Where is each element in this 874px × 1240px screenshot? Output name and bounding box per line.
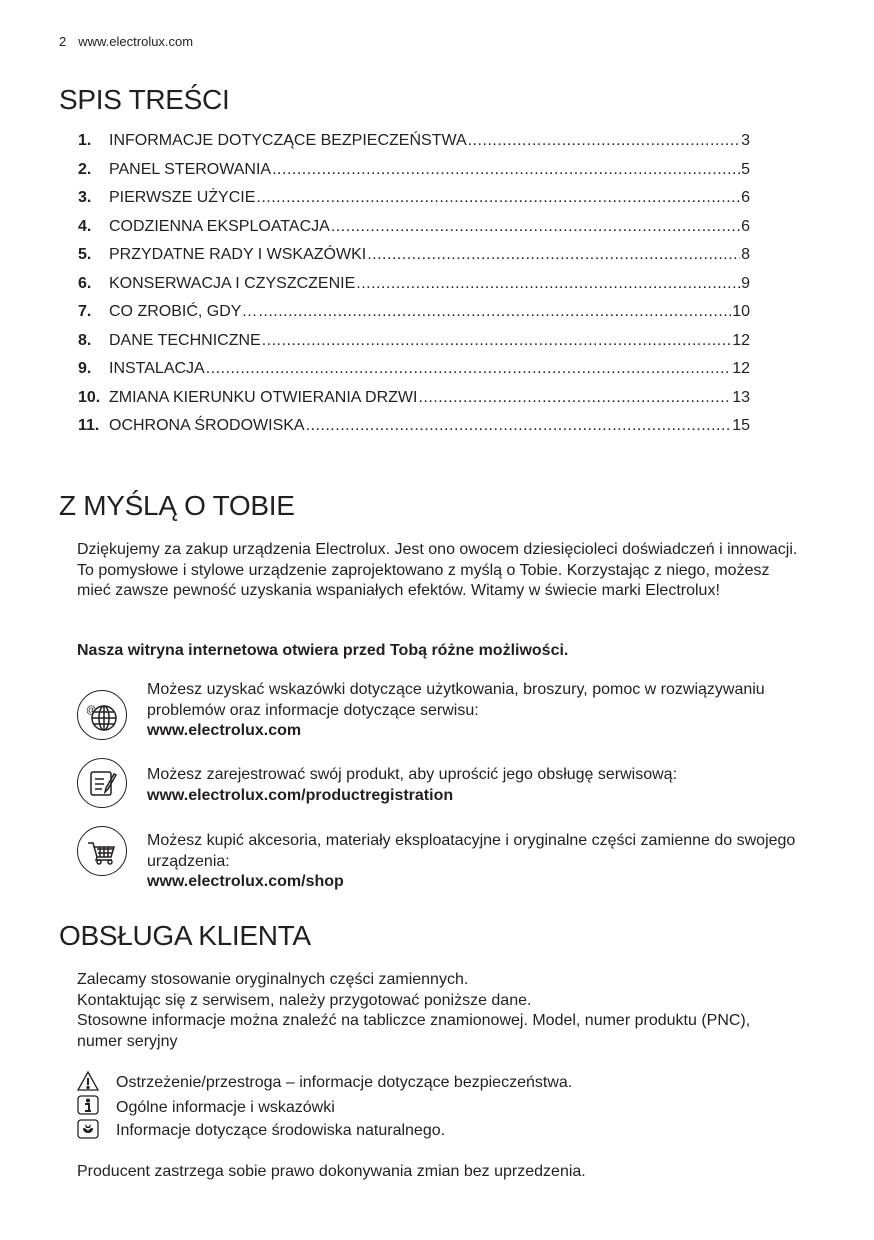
toc-number: 11. [78, 417, 100, 434]
toc-label: CODZIENNA EKSPLOATACJA [109, 217, 330, 235]
toc-page: 15 [732, 417, 750, 434]
service-info: Zalecamy stosowanie oryginalnych części zamiennych. Kontaktując się z serwisem, należy przygotować poniższe dane. Stosowne informacje można znaleźć na tabliczce znamionowej. Model, numer produktu (PNC), numer seryjny [77, 971, 751, 1050]
toc-leader [356, 275, 740, 293]
toc-label: ZMIANA KIERUNKU OTWIERANIA DRZWI [109, 388, 418, 406]
toc-item[interactable] [78, 360, 750, 389]
toc-label: DANE TECHNICZNE [109, 331, 261, 349]
toc-label: PRZYDATNE RADY I WSKAZÓWKI [109, 246, 367, 263]
toc-label: PIERWSZE UŻYCIE [109, 189, 256, 206]
toc-page: 13 [732, 388, 750, 406]
toc-leader [262, 332, 731, 350]
toc-page: 10 [732, 303, 750, 320]
symbol-warning-text: Ostrzeżenie/przestroga – informacje dotyczące bezpieczeństwa. [116, 1074, 573, 1091]
toc-label: PANEL STEROWANIA [109, 160, 272, 178]
toc-number: 5. [78, 246, 92, 263]
toc-number: 6. [78, 274, 92, 292]
toc-item[interactable] [78, 417, 750, 446]
toc-page: 8 [741, 246, 750, 263]
toc-page: 3 [741, 132, 750, 149]
toc-item[interactable] [78, 161, 750, 190]
toc-page: 6 [741, 189, 750, 206]
toc-label: KONSERWACJA I CZYSZCZENIE [109, 274, 356, 292]
toc-title: SPIS TREŚCI [59, 84, 230, 115]
toc-number: 2. [78, 160, 92, 178]
toc-number: 7. [78, 303, 92, 320]
toc-item[interactable] [78, 332, 750, 361]
toc-leader [256, 189, 740, 207]
toc-leader [367, 246, 740, 264]
toc-leader [258, 303, 731, 321]
globe-icon [77, 690, 127, 740]
disclaimer: Producent zastrzega sobie prawo dokonywania zmian bez uprzedzenia. [77, 1163, 586, 1180]
link-info-text: Możesz uzyskać wskazówki dotyczące użytkowania, broszury, pomoc w rozwiązywaniu problemów oraz informacje dotyczące serwisu: www.electrolux.com [147, 681, 765, 739]
toc-label: CO ZROBIĆ, GDY… [109, 303, 258, 320]
link-registration-text: Możesz zarejestrować swój produkt, aby uprościć jego obsługę serwisową: www.electrolux.com/productregistration [147, 766, 678, 804]
toc-page: 9 [741, 274, 750, 292]
about-title: Z MYŚLĄ O TOBIE [59, 490, 295, 521]
toc-page: 5 [741, 160, 750, 178]
toc-leader [306, 417, 732, 435]
website-heading: Nasza witryna internetowa otwiera przed Tobą różne możliwości. [77, 642, 569, 659]
header-website: www.electrolux.com [78, 34, 194, 49]
link-product-registration[interactable]: www.electrolux.com/productregistration [147, 786, 454, 804]
toc-label: OCHRONA ŚRODOWISKA [109, 417, 305, 434]
link-shop-text: Możesz kupić akcesoria, materiały eksploatacyjne i oryginalne części zamienne do swojego urządzenia: www.electrolux.com/shop [147, 832, 796, 890]
symbol-info-text: Ogólne informacje i wskazówki [116, 1099, 335, 1116]
info-icon [77, 1095, 99, 1115]
toc-item[interactable] [78, 189, 750, 218]
toc-label: INSTALACJA [109, 360, 205, 377]
symbol-environment-text: Informacje dotyczące środowiska naturalnego. [116, 1122, 446, 1139]
toc-leader [272, 161, 740, 179]
toc-item[interactable] [78, 389, 750, 418]
toc-number: 8. [78, 331, 92, 349]
page-number: 2 [59, 34, 67, 49]
environment-icon [77, 1119, 99, 1139]
toc-page: 6 [741, 217, 750, 235]
toc-item[interactable] [78, 303, 750, 332]
toc-item[interactable] [78, 132, 750, 161]
link-shop[interactable]: www.electrolux.com/shop [147, 873, 344, 890]
registration-icon [77, 758, 127, 808]
svg-text:@: @ [86, 705, 97, 716]
about-intro: Dziękujemy za zakup urządzenia Electrolux. Jest ono owocem dziesięcioleci doświadczeń i innowacji. To pomysłowe i stylowe urządzenie zaprojektowano z myślą o Tobie. Korzystając z niego, możesz mieć zawsze pewność uzyskania wspaniałych efektów. Witamy w świecie marki Electrolux! [77, 541, 798, 599]
toc-number: 10. [78, 388, 101, 406]
toc-leader [468, 132, 740, 150]
toc-item[interactable] [78, 246, 750, 275]
table-of-contents [78, 132, 750, 446]
toc-page: 12 [732, 331, 750, 349]
service-title: OBSŁUGA KLIENTA [59, 920, 311, 951]
warning-icon [77, 1071, 99, 1091]
toc-label: INFORMACJE DOTYCZĄCE BEZPIECZEŃSTWA [109, 132, 467, 149]
toc-number: 4. [78, 217, 92, 235]
shopping-cart-icon [77, 826, 127, 876]
toc-page: 12 [732, 360, 750, 377]
toc-leader [331, 218, 740, 236]
toc-number: 9. [78, 360, 92, 377]
toc-leader [206, 360, 731, 378]
toc-leader [418, 389, 731, 407]
link-electrolux[interactable]: www.electrolux.com [147, 722, 302, 739]
toc-item[interactable] [78, 275, 750, 304]
toc-number: 3. [78, 189, 92, 206]
page-header [59, 34, 205, 49]
toc-item[interactable] [78, 218, 750, 247]
toc-number: 1. [78, 132, 92, 149]
